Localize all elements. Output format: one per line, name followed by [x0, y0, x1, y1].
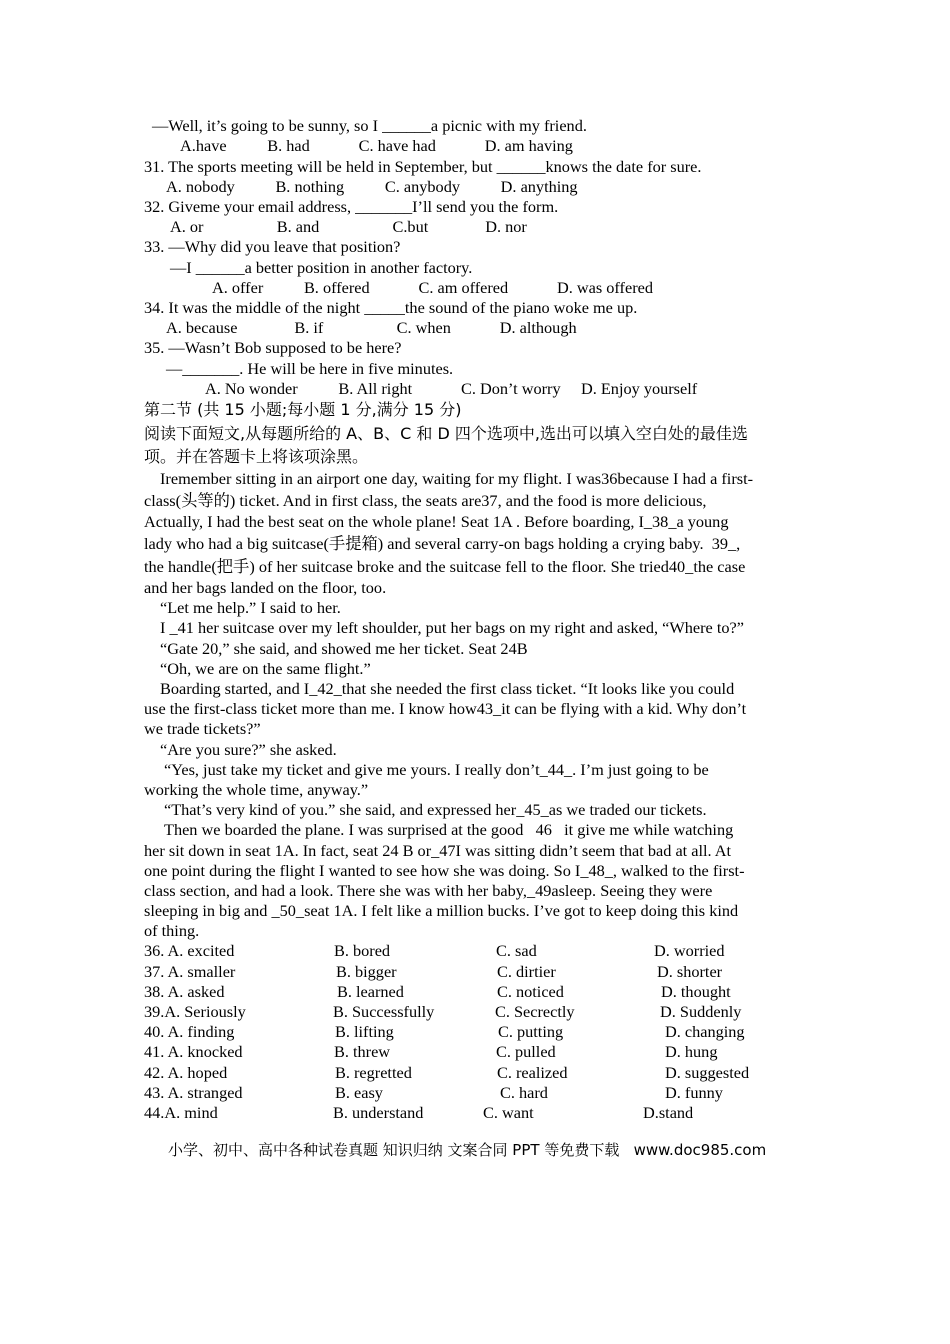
option-c: C. want [483, 1103, 534, 1122]
option-a: 39.A. Seriously [144, 1002, 246, 1021]
option-c: C. hard [500, 1083, 548, 1102]
passage-line: “Gate 20,” she said, and showed me her ticket. Seat 24B [160, 639, 528, 658]
option-d: D. suggested [665, 1063, 750, 1082]
passage-line: Then we boarded the plane. I was surprised at the good 46 it give me while watching [164, 820, 734, 839]
option-b: B. bored [334, 941, 391, 960]
option-b: B. learned [337, 982, 404, 1001]
option-b: B. bigger [336, 962, 397, 981]
passage-line: “That’s very kind of you.” she said, and expressed her_45_as we traded our tickets. [164, 800, 707, 819]
option-b: B. lifting [335, 1022, 394, 1041]
passage-line: Iremember sitting in an airport one day, waiting for my flight. I was36because I had a first- [160, 469, 754, 488]
option-a: 40. A. finding [144, 1022, 235, 1041]
option-a: 36. A. excited [144, 941, 235, 960]
option-a: 44.A. mind [144, 1103, 218, 1122]
passage-line: of thing. [144, 921, 200, 940]
passage-line: class(头等的) ticket. And in first class, the seats are37, and the food is more delicious, [144, 491, 707, 510]
section-2-instructions-line1: 阅读下面短文,从每题所给的 A、B、C 和 D 四个选项中,选出可以填入空白处的最佳选 [144, 424, 748, 443]
passage-line: her sit down in seat 1A. In fact, seat 24 B or_47I was sitting didn’t seem that bad at all. At [144, 841, 732, 860]
question-33-options: A. offer B. offered C. am offered D. was offered [212, 278, 653, 297]
option-a: 43. A. stranged [144, 1083, 243, 1102]
option-b: B. easy [335, 1083, 383, 1102]
question-35-answer-line: —_______. He will be here in five minutes. [166, 359, 454, 378]
passage-line: I _41 her suitcase over my left shoulder, put her bags on my right and asked, “Where to?” [160, 618, 744, 637]
question-31: 31. The sports meeting will be held in September, but ______knows the date for sure. [144, 157, 702, 176]
option-c: C. Secrectly [495, 1002, 575, 1021]
option-b: B. threw [334, 1042, 391, 1061]
option-b: B. regretted [335, 1063, 412, 1082]
passage-line: “Oh, we are on the same flight.” [160, 659, 371, 678]
option-c: C. realized [497, 1063, 568, 1082]
option-c: C. putting [498, 1022, 564, 1041]
passage-line: “Yes, just take my ticket and give me yours. I really don’t_44_. I’m just going to be [164, 760, 709, 779]
option-a: 42. A. hoped [144, 1063, 228, 1082]
option-d: D. Suddenly [660, 1002, 742, 1021]
question-32-options: A. or B. and C.but D. nor [170, 217, 527, 236]
question-31-options: A. nobody B. nothing C. anybody D. anything [166, 177, 578, 196]
option-a: 38. A. asked [144, 982, 225, 1001]
question-34-options: A. because B. if C. when D. although [166, 318, 577, 337]
passage-line: sleeping in big and _50_seat 1A. I felt like a million bucks. I’ve got to keep doing this kind [144, 901, 739, 920]
passage-line: Boarding started, and I_42_that she needed the first class ticket. “It looks like you could [160, 679, 735, 698]
passage-line: the handle(把手) of her suitcase broke and the suitcase fell to the floor. She tried40_the case [144, 557, 746, 576]
option-a: 37. A. smaller [144, 962, 236, 981]
option-d: D. changing [665, 1022, 745, 1041]
question-30-answer-line: —Well, it’s going to be sunny, so I ______a picnic with my friend. [152, 116, 587, 135]
option-a: 41. A. knocked [144, 1042, 243, 1061]
section-2-heading: 第二节 (共 15 小题;每小题 1 分,满分 15 分) [144, 400, 462, 419]
question-34: 34. It was the middle of the night _____the sound of the piano woke me up. [144, 298, 638, 317]
passage-line: use the first-class ticket more than me. I know how43_it can be flying with a kid. Why don’t [144, 699, 747, 718]
option-c: C. dirtier [497, 962, 556, 981]
passage-line: class section, and had a look. There she was with her baby,_49asleep. Seeing they were [144, 881, 713, 900]
option-b: B. understand [333, 1103, 424, 1122]
option-d: D.stand [643, 1103, 694, 1122]
footer-text: 小学、初中、高中各种试卷真题 知识归纳 文案合同 PPT 等免费下载 www.doc985.com [168, 1141, 767, 1159]
passage-line: “Are you sure?” she asked. [160, 740, 337, 759]
option-c: C. pulled [496, 1042, 556, 1061]
option-d: D. funny [665, 1083, 723, 1102]
passage-line: “Let me help.” I said to her. [160, 598, 341, 617]
question-30-options: A.have B. had C. have had D. am having [180, 136, 573, 155]
option-b: B. Successfully [333, 1002, 435, 1021]
passage-line: we trade tickets?” [144, 719, 261, 738]
passage-line: and her bags landed on the floor, too. [144, 578, 387, 597]
option-d: D. worried [654, 941, 725, 960]
passage-line: one point during the flight I wanted to see how she was doing. So I_48_, walked to the first- [144, 861, 745, 880]
option-d: D. shorter [657, 962, 723, 981]
section-2-instructions-line2: 项。并在答题卡上将该项涂黑。 [144, 447, 369, 466]
question-35: 35. —Wasn’t Bob supposed to be here? [144, 338, 402, 357]
passage-line: lady who had a big suitcase(手提箱) and several carry-on bags holding a crying baby. 39_, [144, 534, 741, 553]
passage-line: Actually, I had the best seat on the whole plane! Seat 1A . Before boarding, I_38_a young [144, 512, 729, 531]
question-33-answer-line: —I ______a better position in another factory. [170, 258, 473, 277]
option-d: D. thought [661, 982, 731, 1001]
passage-line: working the whole time, anyway.” [144, 780, 369, 799]
question-32: 32. Giveme your email address, _______I’ll send you the form. [144, 197, 559, 216]
question-35-options: A. No wonder B. All right C. Don’t worry D. Enjoy yourself [205, 379, 698, 398]
option-c: C. noticed [497, 982, 564, 1001]
option-d: D. hung [665, 1042, 718, 1061]
option-c: C. sad [496, 941, 537, 960]
question-33: 33. —Why did you leave that position? [144, 237, 401, 256]
